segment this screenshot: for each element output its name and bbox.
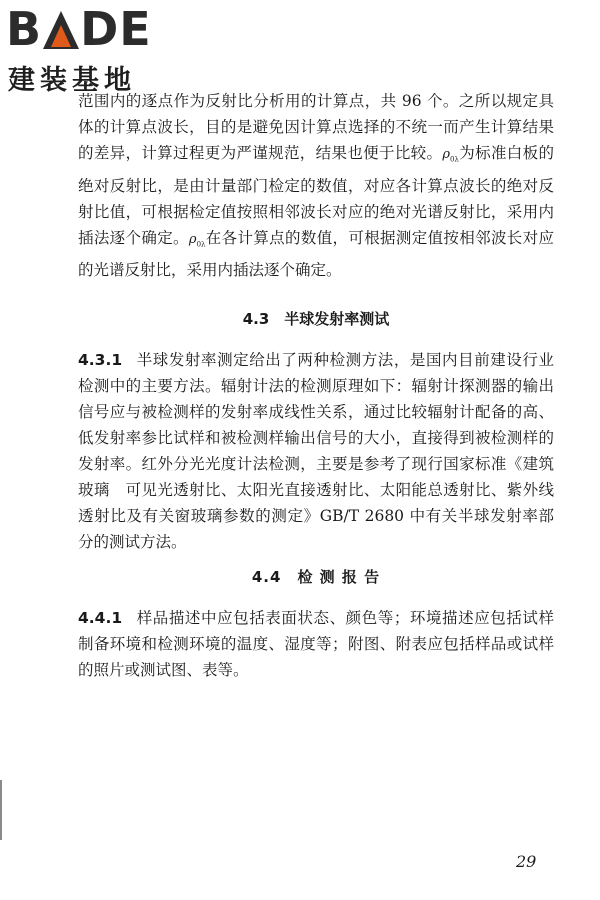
page-number: 29 bbox=[516, 852, 537, 871]
logo-wordmark: B DE bbox=[6, 2, 152, 56]
bade-logo bbox=[6, 2, 176, 96]
clause-4-3-1: 4.3.1 半球发射率测定给出了两种检测方法，是国内目前建设行业检测中的主要方法。辐射计法的检测原理如下：辐射计探测器的输出信号应与被检测样的发射率成线性关系，通过比较辐射计配备的高、低发射率参比试样和被检测样输出信号的大小，直接得到被检测样的发射率。红外分光光度计法检测，主要是参考了现行国家标准《建筑玻璃 可见光透射比、太阳光直接透射比、太阳能总透射比、紫外线透射比及有关窗玻璃参数的测定》GB/T 2680 中有关半球发射率部分的测试方法。 bbox=[78, 351, 554, 551]
clause-4-4-1: 4.4.1 样品描述中应包括表面状态、颜色等；环境描述应包括试样制备环境和检测环境的温度、湿度等；附图、附表应包括样品或试样的照片或测试图、表等。 bbox=[78, 609, 554, 679]
clause-number: 4.4.1 bbox=[78, 609, 123, 627]
rho-symbol: $\rho_{0\lambda}$ bbox=[188, 231, 206, 249]
paragraph-calculation-points: 范围内的逐点作为反射比分析用的计算点，共 96 个。之所以规定具体的计算点波长，目的是避免因计算点选择的不统一而产生计算结果的差异，计算过程更为严谨规范，结果也便于比较。$\rho_{0\lambda}$为标准白板的绝对反射比，是由计量部门检定的数值，对应各计算点波长的绝对反射比值，可根据检定值按照相邻波长对应的绝对光谱反射比，采用内插法逐个确定。$\rho_{0\lambda}$在各计算点的数值，可根据测定值按相邻波长对应的光谱反射比，采用内插法逐个确定。 bbox=[78, 92, 554, 280]
section-heading-4-3: 4.3 半球发射率测试 bbox=[242, 310, 390, 328]
section-heading-4-4: 4.4 检 测 报 告 bbox=[251, 568, 381, 586]
rho-symbol: $\rho_{0\lambda}$ bbox=[442, 147, 459, 164]
page-edge bbox=[0, 780, 2, 840]
clause-number: 4.3.1 bbox=[78, 351, 123, 369]
logo-chinese-name: 建装基地 bbox=[8, 65, 136, 96]
logo-a-triangle-icon bbox=[43, 9, 79, 49]
